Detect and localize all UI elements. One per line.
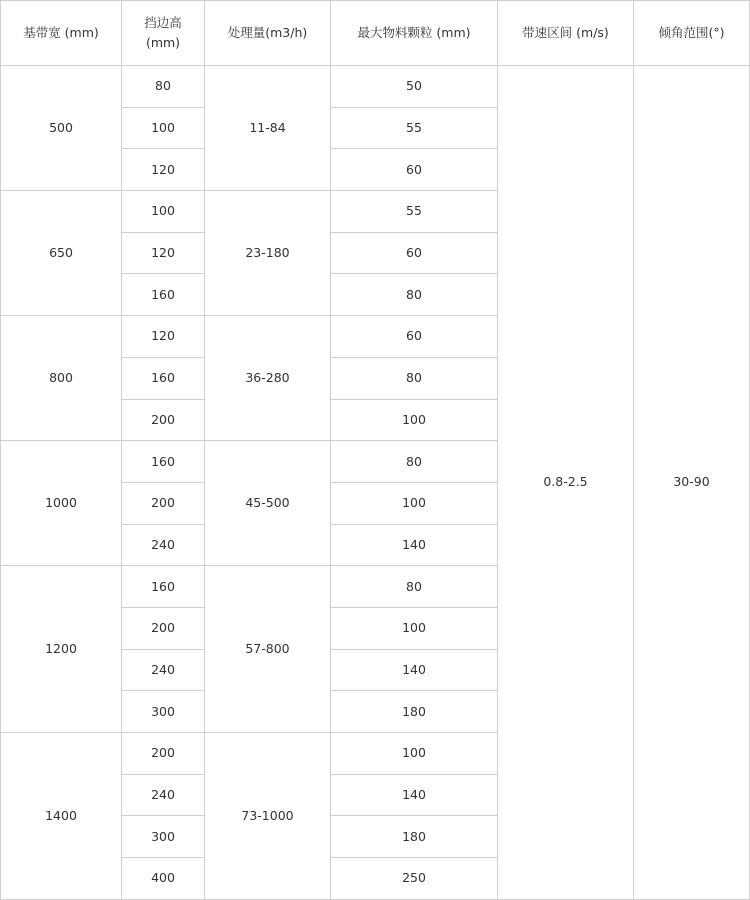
table-body (1, 66, 750, 900)
max-particle-cell: 80 (331, 357, 498, 399)
sidewall-height-cell: 160 (122, 441, 205, 483)
belt-width-cell: 800 (1, 316, 122, 441)
max-particle-cell: 50 (331, 66, 498, 108)
sidewall-height-cell: 240 (122, 774, 205, 816)
max-particle-cell: 80 (331, 274, 498, 316)
max-particle-cell: 100 (331, 607, 498, 649)
angle-range-cell: 30-90 (634, 66, 750, 900)
header-sidewall-height: 挡边高 (mm) (122, 1, 205, 66)
belt-speed-cell: 0.8-2.5 (498, 66, 634, 900)
max-particle-cell: 180 (331, 691, 498, 733)
sidewall-height-cell: 160 (122, 357, 205, 399)
header-belt-speed: 带速区间 (m/s) (498, 1, 634, 66)
belt-width-cell: 1000 (1, 441, 122, 566)
sidewall-height-cell: 160 (122, 274, 205, 316)
header-max-particle: 最大物料颗粒 (mm) (331, 1, 498, 66)
belt-width-cell: 1200 (1, 566, 122, 733)
max-particle-cell: 80 (331, 566, 498, 608)
capacity-cell: 45-500 (205, 441, 331, 566)
sidewall-height-cell: 200 (122, 733, 205, 775)
sidewall-height-cell: 160 (122, 566, 205, 608)
belt-width-cell: 500 (1, 66, 122, 191)
belt-width-cell: 1400 (1, 733, 122, 900)
max-particle-cell: 250 (331, 858, 498, 900)
sidewall-height-cell: 240 (122, 524, 205, 566)
sidewall-height-cell: 200 (122, 482, 205, 524)
max-particle-cell: 55 (331, 191, 498, 233)
max-particle-cell: 55 (331, 107, 498, 149)
max-particle-cell: 60 (331, 232, 498, 274)
sidewall-height-cell: 80 (122, 66, 205, 108)
max-particle-cell: 180 (331, 816, 498, 858)
sidewall-height-cell: 200 (122, 399, 205, 441)
header-belt-width: 基带宽 (mm) (1, 1, 122, 66)
capacity-cell: 23-180 (205, 191, 331, 316)
sidewall-height-cell: 100 (122, 191, 205, 233)
max-particle-cell: 60 (331, 316, 498, 358)
sidewall-height-cell: 300 (122, 816, 205, 858)
sidewall-height-cell: 100 (122, 107, 205, 149)
header-row (1, 1, 750, 66)
table-row (1, 66, 750, 108)
sidewall-height-cell: 300 (122, 691, 205, 733)
max-particle-cell: 100 (331, 482, 498, 524)
capacity-cell: 11-84 (205, 66, 331, 191)
sidewall-height-cell: 120 (122, 316, 205, 358)
capacity-cell: 57-800 (205, 566, 331, 733)
sidewall-height-cell: 120 (122, 149, 205, 191)
table-header (1, 1, 750, 66)
header-capacity: 处理量(m3/h) (205, 1, 331, 66)
sidewall-height-cell: 240 (122, 649, 205, 691)
capacity-cell: 73-1000 (205, 733, 331, 900)
max-particle-cell: 60 (331, 149, 498, 191)
max-particle-cell: 100 (331, 733, 498, 775)
max-particle-cell: 140 (331, 774, 498, 816)
capacity-cell: 36-280 (205, 316, 331, 441)
sidewall-height-cell: 400 (122, 858, 205, 900)
header-angle-range: 倾角范围(°) (634, 1, 750, 66)
sidewall-height-cell: 200 (122, 607, 205, 649)
max-particle-cell: 100 (331, 399, 498, 441)
sidewall-height-cell: 120 (122, 232, 205, 274)
max-particle-cell: 140 (331, 524, 498, 566)
max-particle-cell: 80 (331, 441, 498, 483)
max-particle-cell: 140 (331, 649, 498, 691)
belt-width-cell: 650 (1, 191, 122, 316)
